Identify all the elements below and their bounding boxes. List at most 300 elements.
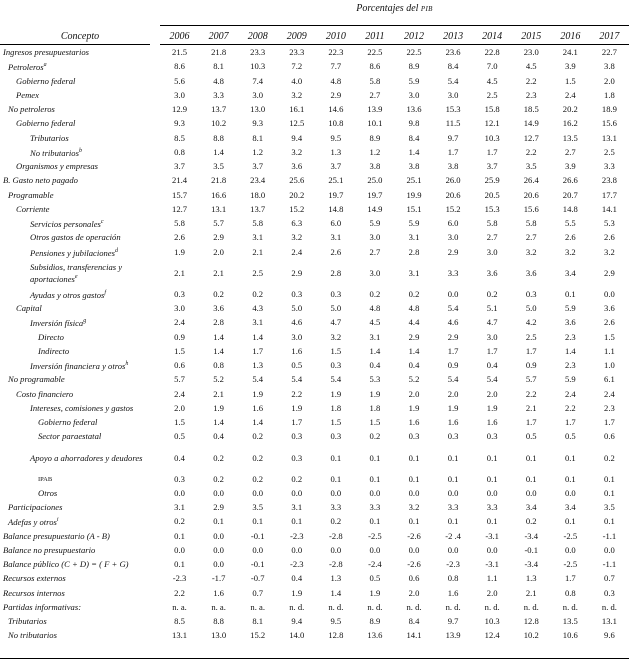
value-cell: -1.7 [211,573,226,584]
value-cell: 25.1 [406,175,422,186]
value-cell: 9.6 [604,630,615,641]
value-cell: 0.0 [486,487,498,498]
value-cell: 14.0 [289,630,305,641]
value-cell: 2.7 [486,232,498,243]
value-cell: 26.6 [562,175,578,186]
row-label [0,372,160,386]
table-row [0,45,629,59]
value-cell: 22.8 [484,47,500,58]
value-cell: 1.7 [447,345,459,356]
row-label-text: Tributarios [30,132,69,143]
value-cell: 3.2 [408,502,420,513]
value-cell: n. d. [328,601,344,612]
value-cell: 0.0 [330,544,342,555]
value-cell: 0.9 [447,360,459,371]
value-cell: 13.0 [250,104,266,115]
table-row [0,145,629,159]
value-cell: -2.3 [289,559,304,570]
value-cell: 7.4 [252,75,264,86]
table-row [0,514,629,528]
value-cell: 1.0 [604,360,615,371]
value-cell: 0.1 [174,530,185,541]
value-cell: 1.4 [213,417,224,428]
value-cell: 13.9 [445,630,461,641]
value-cell: 3.7 [486,161,498,172]
value-cell: 2.5 [486,89,498,100]
value-cell: -3.1 [485,559,499,570]
value-cell: 0.5 [291,360,303,371]
value-cell: 0.2 [252,473,264,484]
row-label [0,315,160,329]
value-cell: 1.7 [604,417,615,428]
value-cell: 4.5 [486,75,498,86]
value-cell: 0.2 [330,516,342,527]
table-row [0,202,629,216]
value-cell: 3.7 [174,161,185,172]
value-cell: 2.4 [291,246,303,257]
year-header: 2011 [365,31,385,42]
value-cell: 1.9 [486,402,498,413]
value-cell: 1.6 [213,587,224,598]
value-cell: 2.1 [525,587,537,598]
value-cell: 5.4 [291,374,303,385]
value-cell: 1.3 [330,573,342,584]
row-label [0,401,160,415]
value-cell: 3.1 [408,232,420,243]
value-cell: 0.1 [174,559,185,570]
value-cell: -3.4 [524,530,539,541]
row-label-text: Inversión física [30,318,84,329]
value-cell: 5.8 [525,218,537,229]
value-cell: 2.6 [604,317,615,328]
value-cell: 3.9 [564,61,576,72]
value-cell: 2.4 [174,317,185,328]
row-label [0,586,160,600]
value-cell: 19.7 [367,189,383,200]
footnote-marker: i [56,517,59,524]
value-cell: n. d. [289,601,305,612]
value-cell: 2.5 [525,331,537,342]
value-cell: 1.3 [330,146,342,157]
row-label-text: Costo financiero [16,388,74,399]
value-cell: 0.1 [447,516,459,527]
value-cell: 3.2 [525,246,537,257]
value-cell: 21.8 [211,175,227,186]
value-cell: 0.4 [486,360,498,371]
value-cell: 0.0 [291,544,303,555]
value-cell: 21.5 [172,47,188,58]
value-cell: 5.0 [291,303,303,314]
value-cell: 0.2 [252,288,264,299]
table-row [0,216,629,230]
value-cell: 22.5 [367,47,383,58]
row-label [0,116,160,130]
value-cell: 0.1 [486,473,498,484]
value-cell: -0.1 [250,530,265,541]
row-label [0,514,160,528]
table-row [0,628,629,642]
value-cell: 2.9 [213,502,224,513]
row-label-text: Balance no presupuestario [3,544,96,555]
value-cell: 10.3 [484,132,500,143]
footnote-marker: c [100,219,104,226]
value-cell: 1.4 [369,345,381,356]
value-cell: -2 .4 [445,530,461,541]
value-cell: 1.7 [486,345,498,356]
table-row [0,571,629,585]
row-label-text: Intereses, comisiones y gastos [30,402,134,413]
value-cell: 0.1 [213,516,224,527]
value-cell: -3.1 [485,530,499,541]
value-cell: 1.7 [291,417,303,428]
value-cell: 1.2 [252,146,264,157]
row-label-text: Petroleros [8,62,44,73]
value-cell: 0.0 [447,487,459,498]
value-cell: 3.2 [291,146,303,157]
value-cell: 2.8 [213,317,224,328]
footnote-marker: d [114,247,118,254]
value-cell: 8.9 [369,616,381,627]
value-cell: 26.4 [523,175,539,186]
value-cell: 5.3 [369,374,381,385]
value-cell: 0.1 [525,473,537,484]
value-cell: 3.0 [291,331,303,342]
value-cell: 0.0 [369,544,381,555]
row-label [0,245,160,259]
value-cell: 0.1 [291,516,303,527]
value-cell: 0.1 [369,516,381,527]
header-row [0,28,629,45]
value-cell: 1.5 [330,345,342,356]
value-cell: 5.2 [408,374,420,385]
table-row [0,614,629,628]
value-cell: 0.1 [564,516,576,527]
row-label [0,486,160,500]
value-cell: -2.3 [172,573,187,584]
value-cell: n. a. [172,601,187,612]
value-cell: 1.9 [291,587,303,598]
value-cell: 1.7 [525,345,537,356]
value-cell: 1.6 [447,587,459,598]
footnote-marker: a [43,62,47,69]
value-cell: 4.6 [291,317,303,328]
table-row [0,444,629,472]
value-cell: 1.4 [252,331,264,342]
value-cell: 13.1 [601,616,617,627]
value-cell: 1.4 [564,345,576,356]
row-label-text: Partidas informativas: [3,601,82,612]
value-cell: 25.9 [484,175,500,186]
value-cell: 12.7 [523,132,539,143]
value-cell: 0.2 [252,452,264,463]
footnote-marker: f [104,289,107,296]
value-cell: 1.8 [330,402,342,413]
value-cell: 7.2 [291,61,303,72]
value-cell: 0.3 [291,288,303,299]
value-cell: -2.3 [289,530,304,541]
value-cell: 5.7 [525,374,537,385]
table-row [0,301,629,315]
value-cell: 0.2 [408,288,420,299]
value-cell: 8.5 [174,132,185,143]
year-header: 2016 [560,31,581,42]
value-cell: 8.9 [369,132,381,143]
value-cell: 2.3 [564,331,576,342]
row-label [0,259,160,287]
value-cell: 23.0 [523,47,539,58]
row-label [0,301,160,315]
value-cell: 9.3 [174,118,185,129]
footnote-marker: h [125,361,129,368]
table-row [0,472,629,486]
value-cell: 5.4 [447,374,459,385]
value-cell: 3.0 [174,89,185,100]
value-cell: 3.3 [486,502,498,513]
value-cell: 18.9 [601,104,617,115]
row-label [0,287,160,301]
value-cell: 2.3 [525,89,537,100]
value-cell: 0.3 [525,288,537,299]
row-label-text: Otros gastos de operación [30,232,121,243]
value-cell: 2.9 [604,267,615,278]
value-cell: 15.6 [523,203,539,214]
value-cell: 0.0 [213,487,224,498]
value-cell: 2.1 [525,402,537,413]
value-cell: 2.6 [564,232,576,243]
value-cell: 20.7 [562,189,578,200]
value-cell: 2.3 [564,360,576,371]
value-cell: 5.4 [330,374,342,385]
value-cell: 4.8 [330,75,342,86]
value-cell: 1.8 [369,402,381,413]
value-cell: 0.3 [330,360,342,371]
value-cell: 21.4 [172,175,188,186]
value-cell: 0.1 [604,487,615,498]
value-cell: 0.0 [330,487,342,498]
value-cell: 12.4 [484,630,500,641]
row-label [0,543,160,557]
value-cell: 13.1 [172,630,188,641]
row-label [0,131,160,145]
value-cell: 0.2 [604,452,615,463]
value-cell: 1.1 [486,573,498,584]
value-cell: 4.3 [252,303,264,314]
value-cell: 3.4 [525,502,537,513]
value-cell: 4.8 [369,303,381,314]
value-cell: 1.6 [447,417,459,428]
value-cell: 0.1 [252,516,264,527]
value-cell: 22.7 [601,47,617,58]
year-header: 2009 [286,31,307,42]
row-label-text: Inversión financiera y otros [30,361,126,372]
value-cell: 0.5 [174,431,185,442]
value-cell: 3.1 [174,502,185,513]
value-cell: 1.9 [369,388,381,399]
value-cell: 3.4 [564,267,576,278]
value-cell: 5.9 [564,303,576,314]
value-cell: 8.4 [408,132,420,143]
value-cell: 0.9 [174,331,185,342]
value-cell: 1.6 [486,417,498,428]
value-cell: 4.7 [486,317,498,328]
value-cell: 2.7 [369,246,381,257]
value-cell: 12.1 [484,118,500,129]
value-cell: 3.9 [564,161,576,172]
value-cell: 2.1 [174,267,185,278]
row-label [0,88,160,102]
value-cell: 8.6 [174,61,185,72]
value-cell: n. d. [562,601,578,612]
bottom-rule [0,658,629,659]
value-cell: -2.5 [563,559,578,570]
value-cell: 0.1 [330,473,342,484]
table-row [0,600,629,614]
row-label [0,45,160,59]
value-cell: 1.9 [252,388,264,399]
value-cell: 1.7 [447,146,459,157]
value-cell: 1.9 [174,246,185,257]
table-row [0,59,629,73]
value-cell: 0.3 [291,452,303,463]
row-label-text: Directo [38,331,64,342]
row-label [0,358,160,372]
row-label [0,472,160,486]
row-label [0,159,160,173]
value-cell: 0.4 [213,431,224,442]
value-cell: 1.4 [213,331,224,342]
value-cell: 4.4 [408,317,420,328]
value-cell: 2.1 [213,267,224,278]
value-cell: 1.5 [604,331,615,342]
value-cell: 2.4 [604,388,615,399]
value-cell: 12.8 [328,630,344,641]
value-cell: 1.9 [213,402,224,413]
value-cell: 1.6 [252,402,264,413]
value-cell: 5.9 [408,75,420,86]
value-cell: -2.8 [329,559,343,570]
value-cell: 0.3 [291,431,303,442]
value-cell: 2.7 [369,89,381,100]
value-cell: 19.7 [328,189,344,200]
value-cell: 15.2 [445,203,461,214]
value-cell: 1.4 [408,345,420,356]
value-cell: 0.4 [369,360,381,371]
value-cell: 2.9 [447,246,459,257]
value-cell: 1.6 [408,417,420,428]
value-cell: 3.0 [486,246,498,257]
value-cell: 5.7 [213,218,224,229]
value-cell: 2.6 [330,246,342,257]
value-cell: 13.0 [211,630,227,641]
value-cell: 2.8 [408,246,420,257]
value-cell: 16.1 [289,104,305,115]
value-cell: 20.2 [289,189,305,200]
value-cell: 3.6 [213,303,224,314]
value-cell: 9.7 [447,132,459,143]
table-row [0,131,629,145]
value-cell: 0.0 [525,487,537,498]
value-cell: -1.1 [602,530,617,541]
value-cell: 3.6 [604,303,615,314]
row-label-text: Balance público (C + D) = ( F + G) [3,559,129,570]
value-cell: 5.9 [564,374,576,385]
value-cell: 1.3 [252,360,264,371]
value-cell: 0.3 [604,587,615,598]
value-cell: 2.9 [213,232,224,243]
value-cell: 0.8 [174,146,185,157]
value-cell: 9.5 [330,132,342,143]
value-cell: 2.4 [564,89,576,100]
unit-abbrev: PIB [420,5,433,13]
value-cell: 1.4 [330,587,342,598]
row-label [0,145,160,159]
value-cell: 0.2 [291,473,303,484]
value-cell: 4.8 [213,75,224,86]
value-cell: 0.1 [564,452,576,463]
row-label-text: Recursos internos [3,587,65,598]
value-cell: 0.6 [408,573,420,584]
value-cell: 0.0 [291,487,303,498]
value-cell: 13.5 [562,132,578,143]
value-cell: 1.3 [525,573,537,584]
value-cell: 0.1 [369,452,381,463]
value-cell: 14.9 [367,203,383,214]
value-cell: 1.5 [330,417,342,428]
value-cell: 8.1 [252,616,264,627]
value-cell: 8.5 [174,616,185,627]
value-cell: 1.9 [369,587,381,598]
value-cell: n. a. [211,601,226,612]
value-cell: 2.9 [291,267,303,278]
value-cell: 26.0 [445,175,461,186]
row-label-text: Programable [8,189,54,200]
table-row [0,401,629,415]
value-cell: 15.6 [601,118,617,129]
value-cell: 3.8 [604,61,615,72]
value-cell: 13.6 [367,630,383,641]
row-label [0,444,160,472]
value-cell: 1.4 [408,146,420,157]
row-label [0,102,160,116]
value-cell: 0.0 [447,544,459,555]
year-header: 2006 [169,31,190,42]
value-cell: 1.9 [291,402,303,413]
year-header: 2017 [599,31,620,42]
value-cell: 9.4 [291,616,303,627]
value-cell: 3.8 [369,161,381,172]
value-cell: 20.6 [523,189,539,200]
row-label-text: Organismos y empresas [16,161,98,172]
value-cell: 22.5 [406,47,422,58]
value-cell: 3.3 [604,161,615,172]
value-cell: 25.1 [328,175,344,186]
value-cell: 3.3 [447,267,459,278]
table-row [0,330,629,344]
value-cell: 1.5 [564,75,576,86]
row-label [0,571,160,585]
value-cell: 0.1 [604,516,615,527]
value-cell: 2.0 [174,402,185,413]
value-cell: 0.2 [486,288,498,299]
value-cell: 1.6 [291,345,303,356]
value-cell: 5.2 [213,374,224,385]
value-cell: 3.5 [252,502,264,513]
value-cell: 1.7 [525,417,537,428]
row-label [0,330,160,344]
value-cell: 3.3 [330,502,342,513]
value-cell: -2.5 [563,530,578,541]
value-cell: 3.2 [604,246,615,257]
